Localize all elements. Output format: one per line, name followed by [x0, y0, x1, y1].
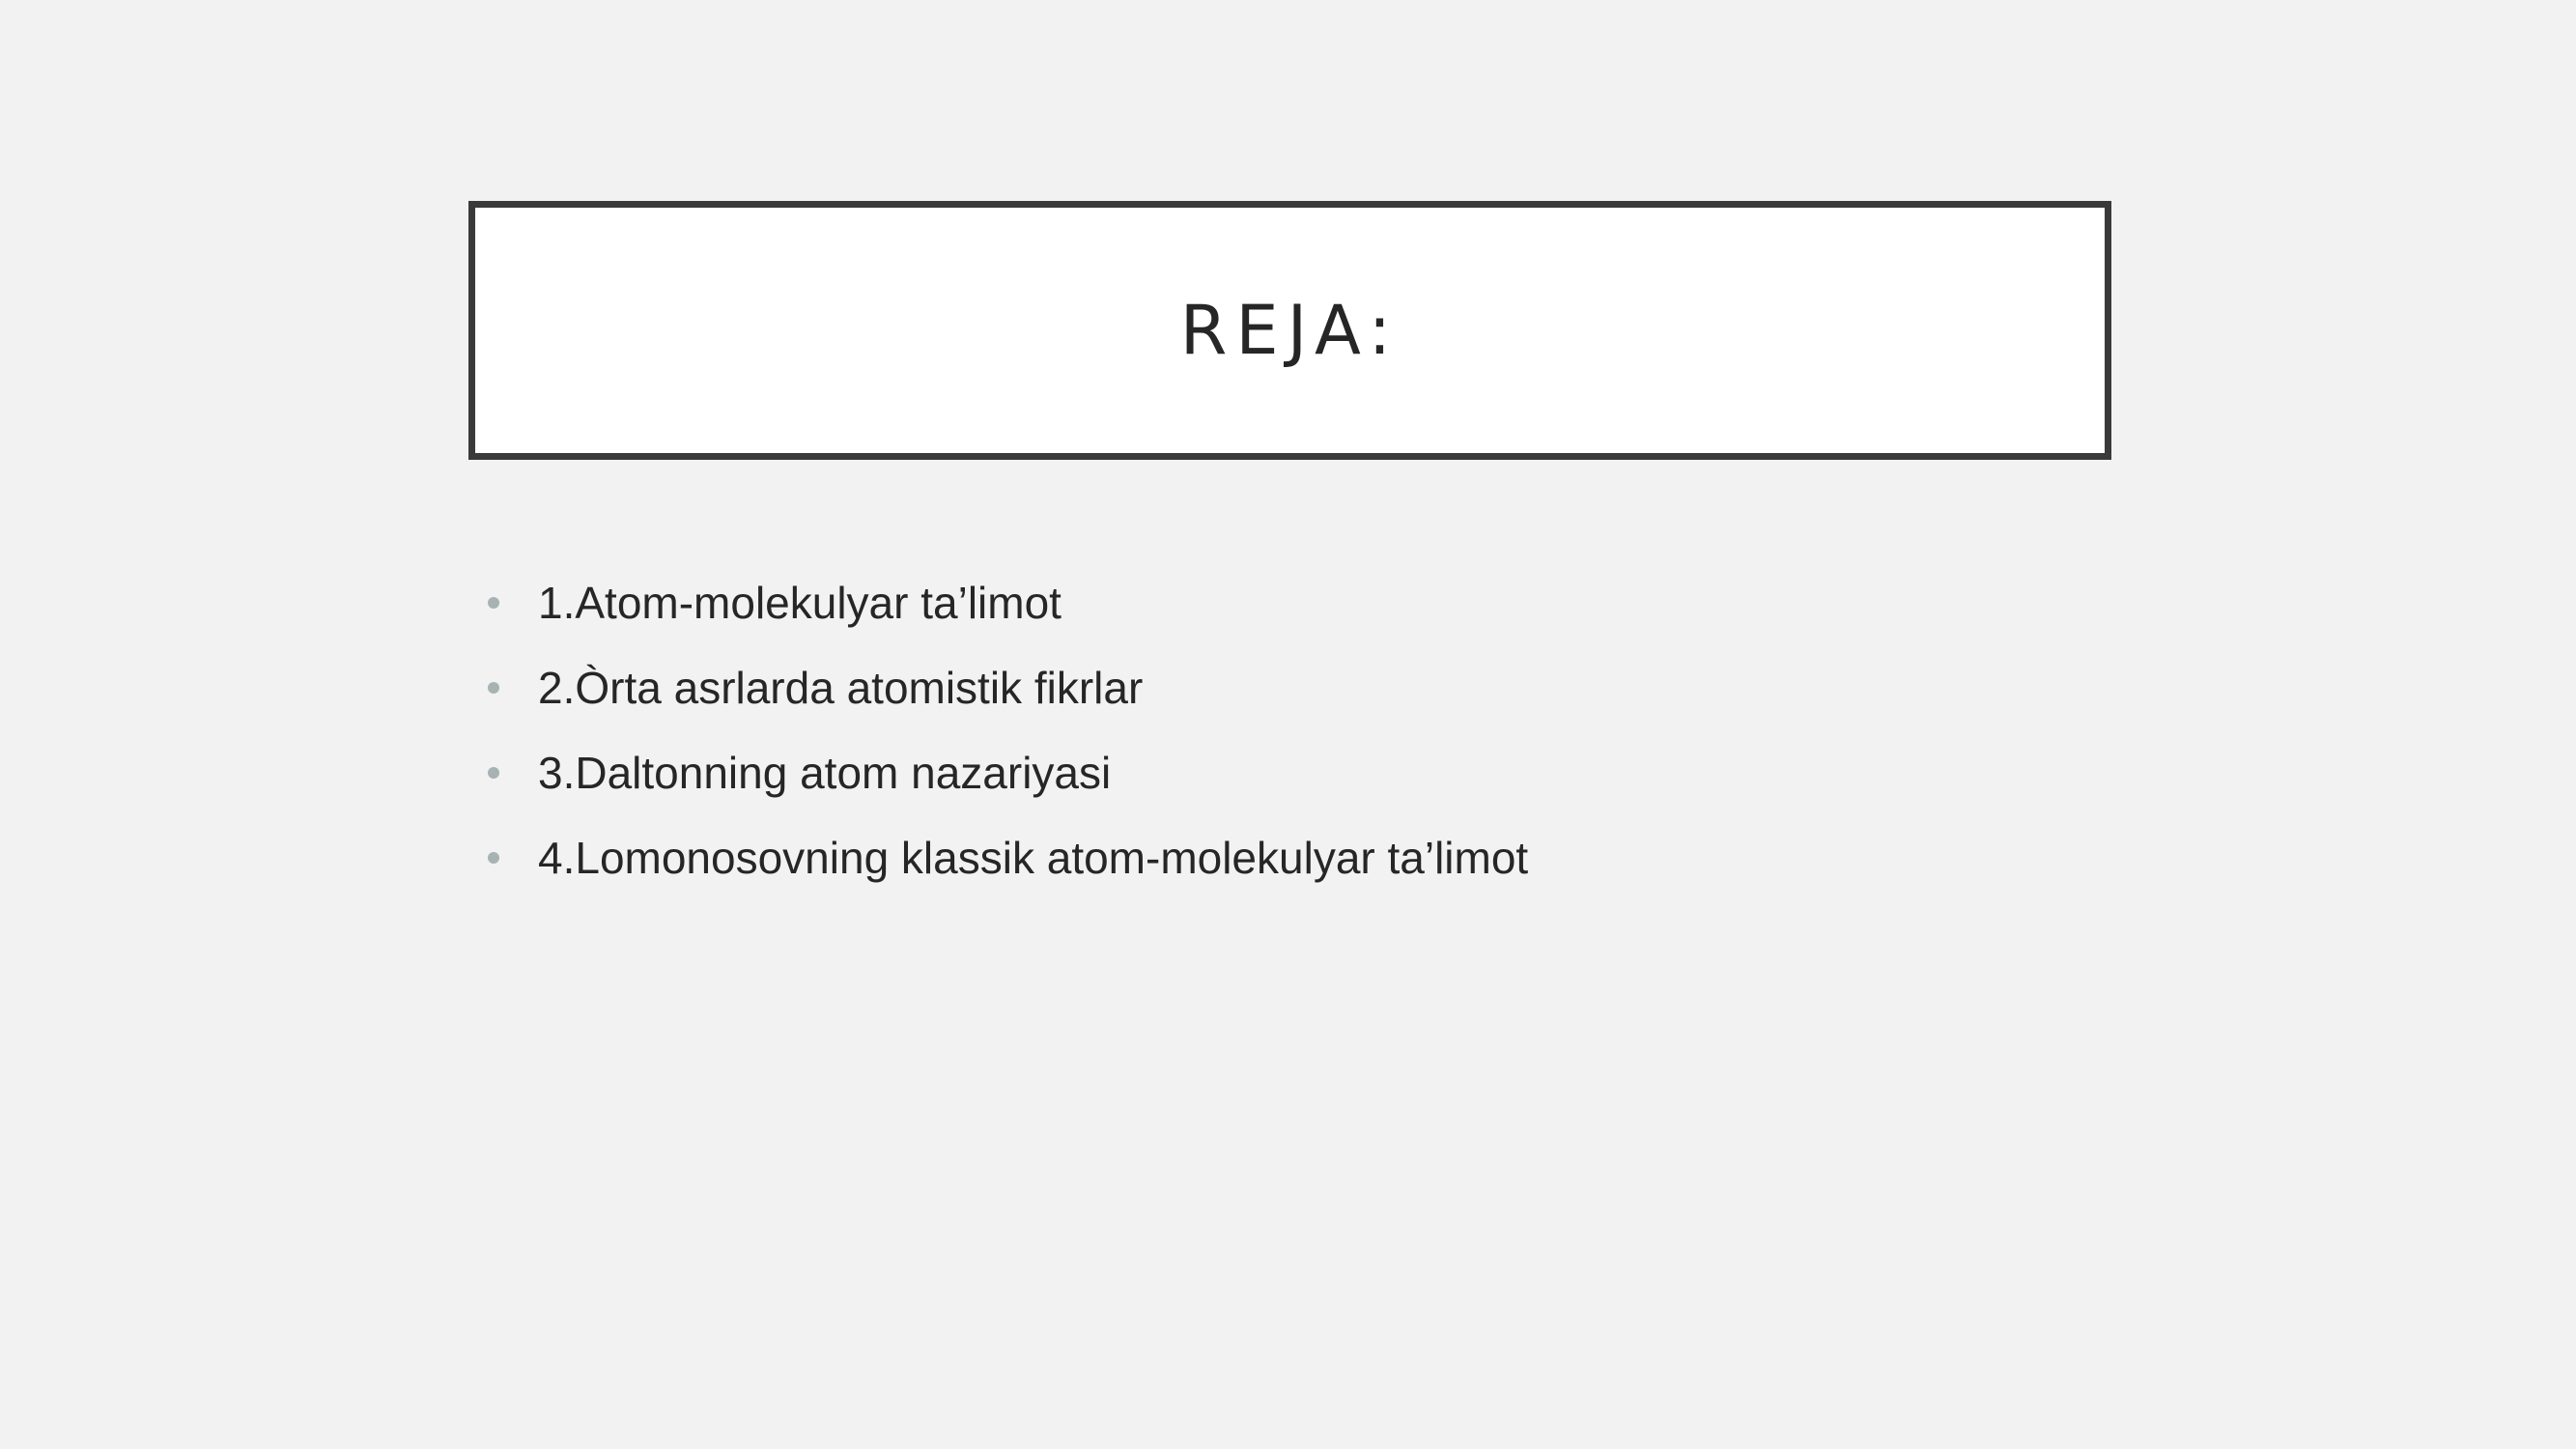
list-item [488, 730, 1528, 815]
bullet-list [488, 560, 1528, 900]
bullet-icon [488, 852, 499, 864]
list-item-text: 1.Atom-molekulyar ta’limot [538, 578, 1062, 628]
bullet-icon [488, 767, 499, 779]
list-item-text: 2.Òrta asrlarda atomistik fikrlar [538, 663, 1144, 713]
slide-title: REJA: [1179, 291, 1401, 370]
list-item-text: 3.Daltonning atom nazariyasi [538, 748, 1112, 798]
list-item [488, 645, 1528, 730]
list-item [488, 560, 1528, 645]
title-box [468, 201, 2111, 460]
list-item-text: 4.Lomonosovning klassik atom-molekulyar ta’limot [538, 833, 1529, 883]
list-item [488, 815, 1528, 900]
bullet-icon [488, 682, 499, 694]
bullet-icon [488, 597, 499, 609]
